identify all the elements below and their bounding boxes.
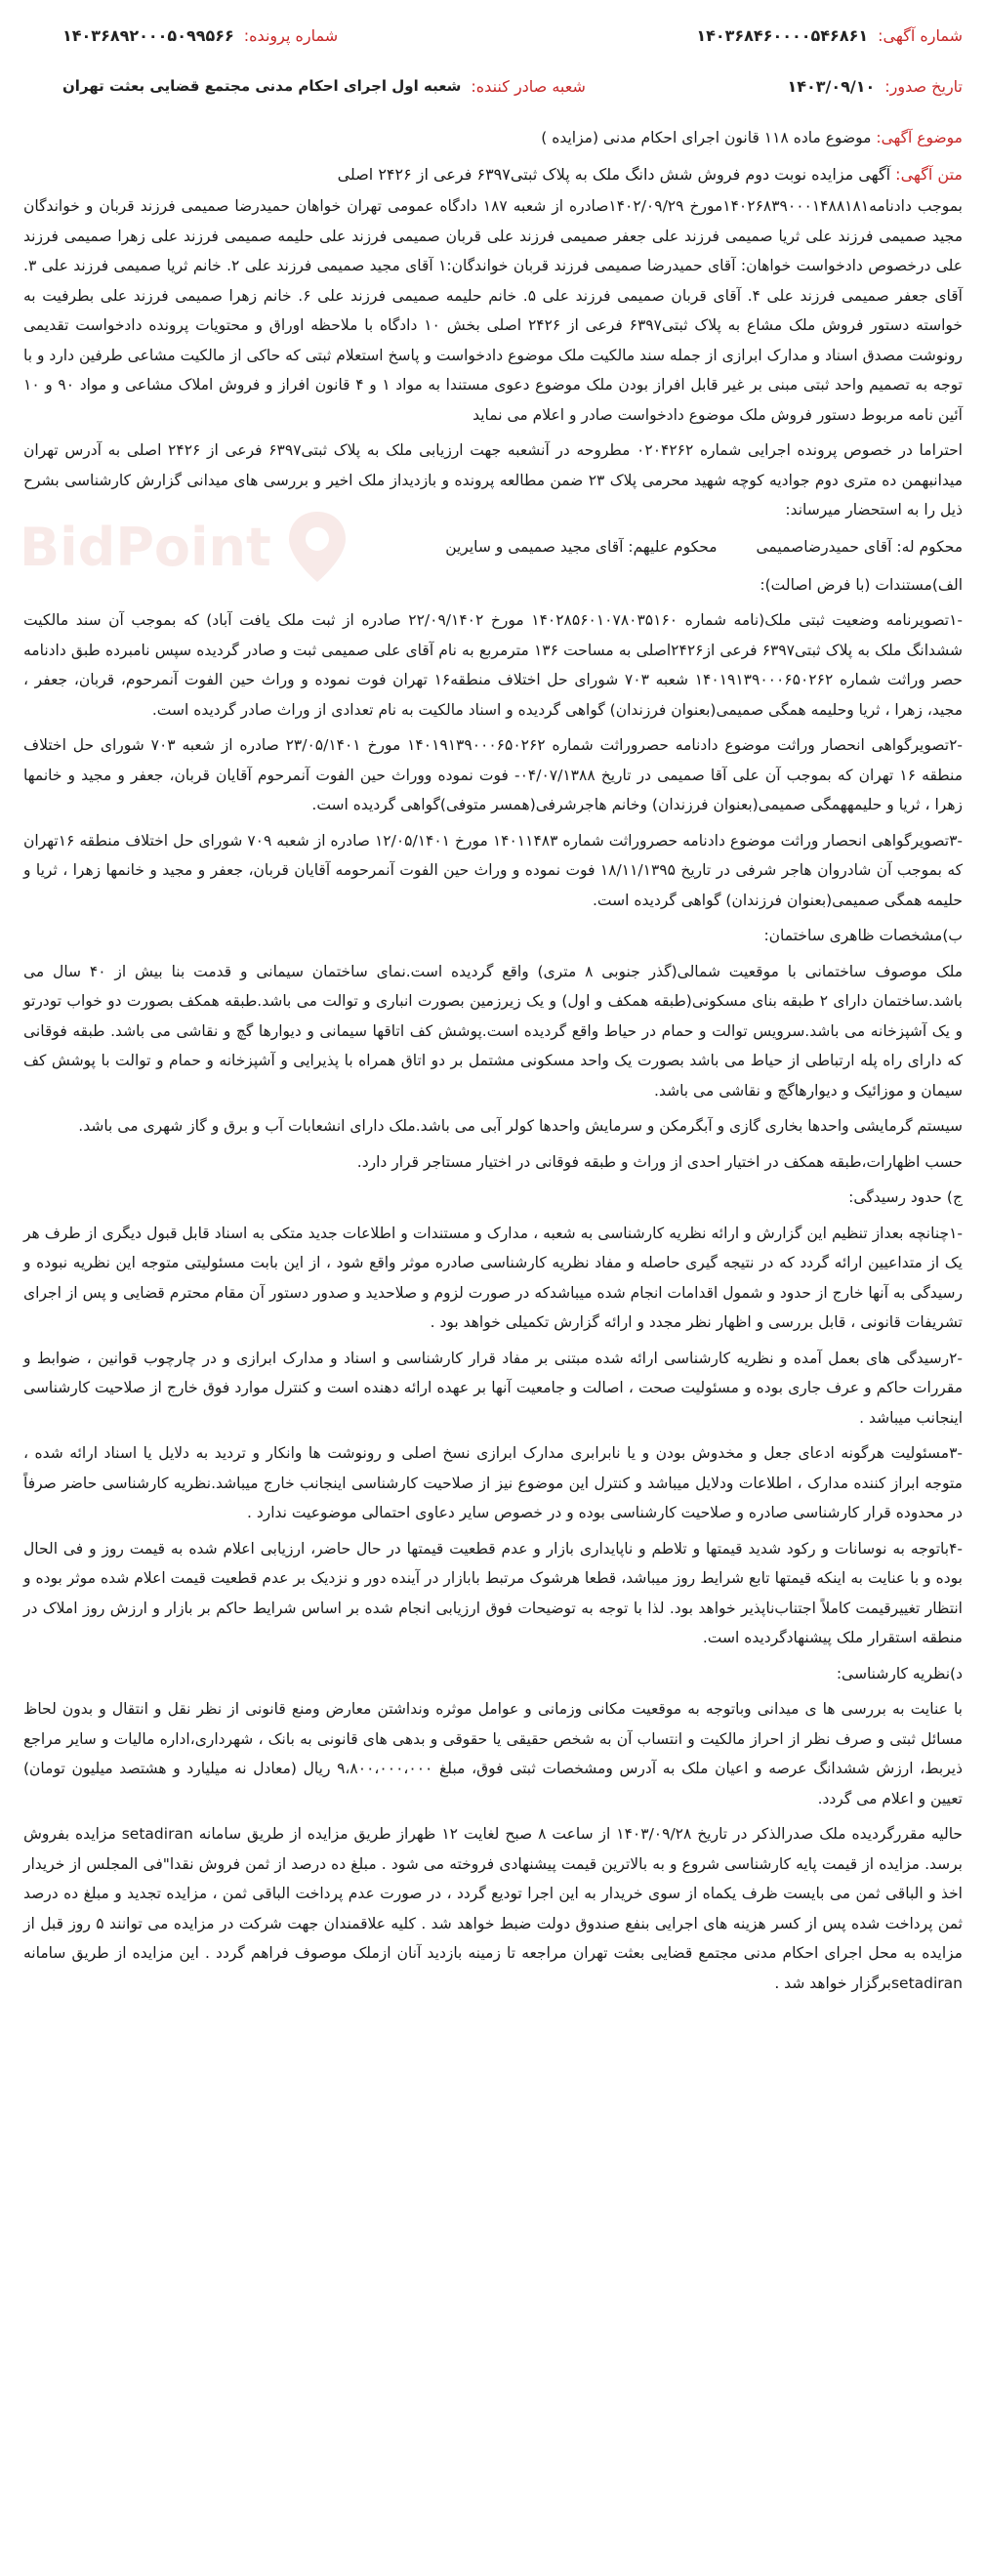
section-b-paragraph-2: سیستم گرمایشی واحدها بخاری گازی و آبگرمکن و سرمایش واحدها کولر آبی می باشد.ملک دارای انشعابات آب و برق و گاز شهری می باشد. <box>78 1117 963 1135</box>
section-c-item-1: -۱چنانچه بعداز تنظیم این گزارش و ارائه نظریه کارشناسی به شعبه ، مدارک و مستندات و اطلاعات جدید متکی به اسناد قابل قبول دیگری از طرف هر یک از متداعیین ارائه گردد که در نتیجه گیری حاصله و مفاد نظریه کارشناسی صادره موثر واقع شود ، از این بابت مسئولیتی متوجه این نظریه نبوده و رسیدگی به آنها خارج از حدود و شمول اقدامات انجام شده میباشدکه در صورت لزوم و صلاحدید و صدور دستور آن مقام محترم قضایی و پس از اجرای تشریفات قانونی ، قابل بررسی و اظهار نظر مجدد و ارائه گزارش تکمیلی خواهد بود . <box>23 1224 963 1331</box>
defendants: محکوم علیهم: آقای مجید صمیمی و سایرین <box>445 537 718 556</box>
text-title <box>23 158 963 191</box>
subject-label: موضوع آگهی: <box>876 129 963 146</box>
subject-value: موضوع ماده ۱۱۸ قانون اجرای احکام مدنی (مزایده ) <box>541 129 872 146</box>
text-title-label: متن آگهی: <box>895 165 963 184</box>
issue-date-label: تاریخ صدور: <box>884 76 963 96</box>
issuer-value: شعبه اول اجرای احکام مدنی مجتمع قضایی بعثت تهران <box>62 77 462 95</box>
section-d-paragraph-1: با عنایت به بررسی ها ی میدانی وباتوجه به موقعیت مکانی وزمانی و عوامل موثره ونداشتن معارض ومنع قانونی از نظر نقل و انتقال و بدون لحاظ مسائل ثبتی و صرف نظر از احراز مالکیت و انتساب آن به شخص حقیقی یا حقوقی و بدهی های قانونی به بانک ، شهرداری،اداره مالیات و سایر مراجع ذیربط، ارزش ششدانگ عرصه و اعیان ملک به آدرس ومشخصات ثبتی فوق، مبلغ ۹،۸۰۰،۰۰۰،۰۰۰ ریال (معادل نه میلیارد و هشتصد میلیون تومان) تعیین و اعلام می گردد. <box>23 1700 963 1807</box>
subject <box>23 123 963 152</box>
section-c-item-3: -۳مسئولیت هرگونه ادعای جعل و مخدوش بودن و یا نابرابری مدارک ابرازی نسخ اصلی و رونوشت ها وانکار و تردید به دلایل یا اسناد ارائه شده ، متوجه ابراز کننده مدارک ، اطلاعات ودلایل میباشد و کنترل این موضوع نیز از صلاحیت کارشناسی اینجانب خارج میباشد.نظریه کارشناسی حاضر صرفاً در محدوده قرار کارشناسی صادره و صلاحیت کارشناسی بوده و در خصوص سایر دعاوی احتمالی موضوعیت ندارد . <box>23 1444 963 1521</box>
case-number-value: ۱۴۰۳۶۸۹۲۰۰۰۵۰۹۹۵۶۶ <box>62 25 234 45</box>
section-c-item-2: -۲رسیدگی های بعمل آمده و نظریه کارشناسی ارائه شده مبتنی بر مفاد قرار کارشناسی و اسناد و مدارک ابرازی و در چارچوب قوانین ، ضوابط و مقررات حاکم و عرف جاری بوده و مسئولیت صحت ، اصالت و جامعیت آنها بر عهده ارائه دهنده است و کنترل موارد فوق خارج از صلاحیت کارشناسی اینجانب میباشد . <box>23 1349 963 1427</box>
header-row-2 <box>23 61 963 111</box>
text-title-value: آگهی مزایده نوبت دوم فروش شش دانگ ملک به پلاک ثبتی۶۳۹۷ فرعی از ۲۴۲۶ اصلی <box>337 165 891 184</box>
parties <box>23 531 963 562</box>
watermark-text: BidPoint <box>20 516 271 578</box>
section-b-paragraph-1: ملک موصوف ساختمانی با موقعیت شمالی(گذر جنوبی ۸ متری) واقع گردیده است.نمای ساختمان سیمانی و قدمت بنا بیش از ۴۰ سال می باشد.ساختمان دارای ۲ طبقه بنای مسکونی(طبقه همکف و اول) و یک زیرزمین بصورت انباری و توالت می باشد.طبقه همکف بصورت دو خواب تودرتو و یک آشپزخانه می باشد.سرویس توالت و حمام در حیاط واقع گردیده است.پوشش کف اتاقها سیمانی و دیوارها گچ و نقاشی می باشد. طبقه فوقانی که دارای راه پله ارتباطی از حیاط می باشد بصورت یک واحد مسکونی مشتمل بر دو اتاق همراه با پذیرایی و آشپزخانه و حمام و توالت با پوشش کف سیمان و موزائیک و دیوارهاگچ و نقاشی می باشد. <box>23 962 964 1100</box>
ad-number-value: ۱۴۰۳۶۸۴۶۰۰۰۰۵۴۶۸۶۱ <box>696 25 869 45</box>
section-b-title: ب)مشخصات ظاهری ساختمان: <box>763 927 963 944</box>
ad-number <box>696 26 963 45</box>
plaintiff: محکوم له: آقای حمیدرضاصمیمی <box>756 537 963 556</box>
case-number-label: شماره پرونده: <box>243 25 339 45</box>
intro-paragraph: بموجب دادنامه۱۴۰۲۶۸۳۹۰۰۰۱۴۸۸۱۸۱مورخ ۱۴۰۲/۰۹/۲۹صادره از شعبه ۱۸۷ دادگاه عمومی تهران خواهان حمیدرضا صمیمی فرزند قربان و خواندگان مجید صمیمی فرزند علی ثریا صمیمی فرزند علی جعفر صمیمی فرزند علی قربان صمیمی فرزند علی حلیمه صمیمی فرزند علی زهرا صمیمی فرزند علی درخصوص دادخواست خواهان: آقای حمیدرضا صمیمی فرزند قربان خواندگان:۱ آقای مجید صمیمی فرزند علی ۲. خانم ثریا صمیمی فرزند علی ۳. آقای جعفر صمیمی فرزند علی ۴. آقای قربان صمیمی فرزند علی ۵. خانم حلیمه صمیمی فرزند علی ۶. خانم زهرا صمیمی فرزند علی بطرفیت به خواسته دستور فروش ملک مشاع به پلاک ثبتی۶۳۹۷ فرعی از ۲۴۲۶ اصلی بخش ۱۰ دادگاه با ملاحظه اوراق و محتویات پرونده دادخواست تقدیمی رونوشت مصدق اسناد و مدارک ابرازی از جمله سند مالکیت ملک موضوع دادخواست و پاسخ استعلام ثبتی که حاکی از مالکیت مشاعی طرفین دارد و با توجه به تصمیم واحد ثبتی مبنی بر غیر قابل افراز بودن ملک موضوع دعوی مستندا به مواد ۱ و ۴ قانون افراز و فروش املاک مشاعی و مواد ۹۰ و ۱۰ آئین نامه مربوط دستور فروش ملک موضوع دادخواست صادر و اعلام می نماید <box>23 197 964 424</box>
case-number <box>62 26 338 45</box>
issue-date <box>787 77 963 96</box>
section-d-title: د)نظریه کارشناسی: <box>836 1664 963 1683</box>
issuer <box>62 77 586 96</box>
ad-number-label: شماره آگهی: <box>878 25 963 45</box>
respect-paragraph: احتراما در خصوص پرونده اجرایی شماره ۰۲۰۴۲۶۲ مطروحه در آنشعبه جهت ارزیابی ملک به پلاک ثبتی۶۳۹۷ فرعی از ۲۴۲۶ اصلی به آدرس تهران میدانبهمن ده متری دوم جوادیه کوچه شهید محرمی پلاک ۲۳ ضمن مطالعه پرونده و بازدیداز ملک اخیر و بررسی های میدانی گزارش کارشناسی بشرح ذیل را به استحضار میرساند: <box>23 441 963 519</box>
section-a-item-2: -۲تصویرگواهی انحصار وراثت موضوع دادنامه حصروراثت شماره ۱۴۰۱۹۱۳۹۰۰۰۶۵۰۲۶۲ مورخ ۲۳/۰۵/۱۴۰۱ صادره از شعبه ۷۰۳ شورای حل اختلاف منطقه ۱۶ تهران که بموجب آن علی آقا صمیمی در تاریخ ۰۴/۰۷/۱۳۸۸- فوت نموده ووراث حین الفوت آنمرحوم آقایان قربان، جعفر و مجید و خانمها زهرا ، ثریا و حلیمههمگی صمیمی(بعنوان فرزندان) وخانم هاجرشرفی(همسر متوفی)گواهی گردیده است. <box>23 736 964 813</box>
section-d-paragraph-2: حالیه مقررگردیده ملک صدرالذکر در تاریخ ۱۴۰۳/۰۹/۲۸ از ساعت ۸ صبح لغایت ۱۲ ظهراز طریق مزایده از طریق سامانه setadiran مزایده بفروش برسد. مزایده از قیمت پایه کارشناسی شروع و به بالاترین قیمت پیشنهادی فروخته می شود . مبلغ ده درصد از ثمن فروش نقدا"فی المجلس از خریدار اخذ و الباقی ثمن می بایست ظرف یکماه از سوی خریدار به این اجرا تودیع گردد ، در صورت عدم پرداخت الباقی ثمن ، مزایده تجدید و مبلغ ده درصد ثمن پرداخت شده پس از کسر هزینه های اجرایی بنفع صندوق دولت ضبط خواهد شد . کلیه علاقمندان جهت شرکت در مزایده می توانند ۵ روز قبل از مزایده به محل اجرای احکام مدنی مجتمع قضایی بعثت تهران مراجعه تا زمینه بازدید آنان ازملک موصوف فراهم گردد . این مزایده از طریق سامانه setadiranبرگزار خواهد شد . <box>23 1825 963 1992</box>
issuer-label: شعبه صادر کننده: <box>471 76 586 96</box>
section-a-title: الف)مستندات (با فرض اصالت): <box>760 575 963 594</box>
section-a-item-3: -۳تصویرگواهی انحصار وراثت موضوع دادنامه حصروراثت شماره ۱۴۰۱۱۴۸۳ مورخ ۱۲/۰۵/۱۴۰۱ صادره از شعبه ۷۰۹ شورای حل اختلاف منطقه ۱۶تهران که بموجب آن شادروان هاجر شرفی در تاریخ ۱۸/۱۱/۱۳۹۵ فوت نموده و وراث حین الفوت آنمرحومه آقایان قربان، جعفر و مجید و خانمها زهرا ، ثریا و حلیمه همگی صمیمی(بعنوان فرزندان) گواهی گردیده است. <box>23 831 964 909</box>
section-b-paragraph-3: حسب اظهارات،طبقه همکف در اختیار احدی از وراث و طبقه فوقانی در اختیار مستاجر قرار دارد. <box>356 1152 963 1171</box>
section-c-title: ج) حدود رسیدگی: <box>848 1188 963 1206</box>
section-c-item-4: -۴باتوجه به نوسانات و رکود شدید قیمتها و تلاطم و ناپایداری بازار و عدم قطعیت قیمتها در حال حاضر، ارزیابی اعلام شده به قیمت روز و فی الحال بوده و با عنایت به اینکه قیمتها تابع شرایط روز میباشد، قطعا هرشوک مرتبط بابازار در آینده دور و نزدیک بر عدم قطعیت قیمت اعلام شده موثر بوده و انتظار تغییرقیمت کاملاً اجتناب‌ناپذیر خواهد بود. لذا با توجه به توضیحات فوق ارزیابی انجام شده بر اساس شرایط حاکم بر بازار و ارزش روز املاک در منطقه استقرار ملک پیشنهادگردیده است. <box>23 1539 963 1646</box>
section-a-item-1: -۱تصویرنامه وضعیت ثبتی ملک(نامه شماره ۱۴۰۲۸۵۶۰۱۰۷۸۰۳۵۱۶۰ مورخ ۲۲/۰۹/۱۴۰۲ صادره از ثبت ملک یافت آباد) که بموجب آن سند مالکیت ششدانگ ملک به پلاک ثبتی۶۳۹۷ فرعی از۲۴۲۶اصلی به مساحت ۱۳۶ مترمربع به نام آقای علی صمیمی ثبت و صادر گردیده سپس نامبرده طبق دادنامه حصر وراثت شماره ۱۴۰۱۹۱۳۹۰۰۰۶۵۰۲۶۲ شعبه ۷۰۳ شورای حل اختلاف منطقه۱۶ تهران فوت نموده و وراث حین الفوت آنمرحوم، قربان، جعفر ، مجید، زهرا ، ثریا وحلیمه همگی صمیمی(بعنوان فرزندان) گواهی گردیده و اسناد مالکیت به نام تعدادی از وراث صادر گردیده است. <box>23 611 964 719</box>
issue-date-value: ۱۴۰۳/۰۹/۱۰ <box>787 76 876 96</box>
header-row-1 <box>23 10 963 61</box>
